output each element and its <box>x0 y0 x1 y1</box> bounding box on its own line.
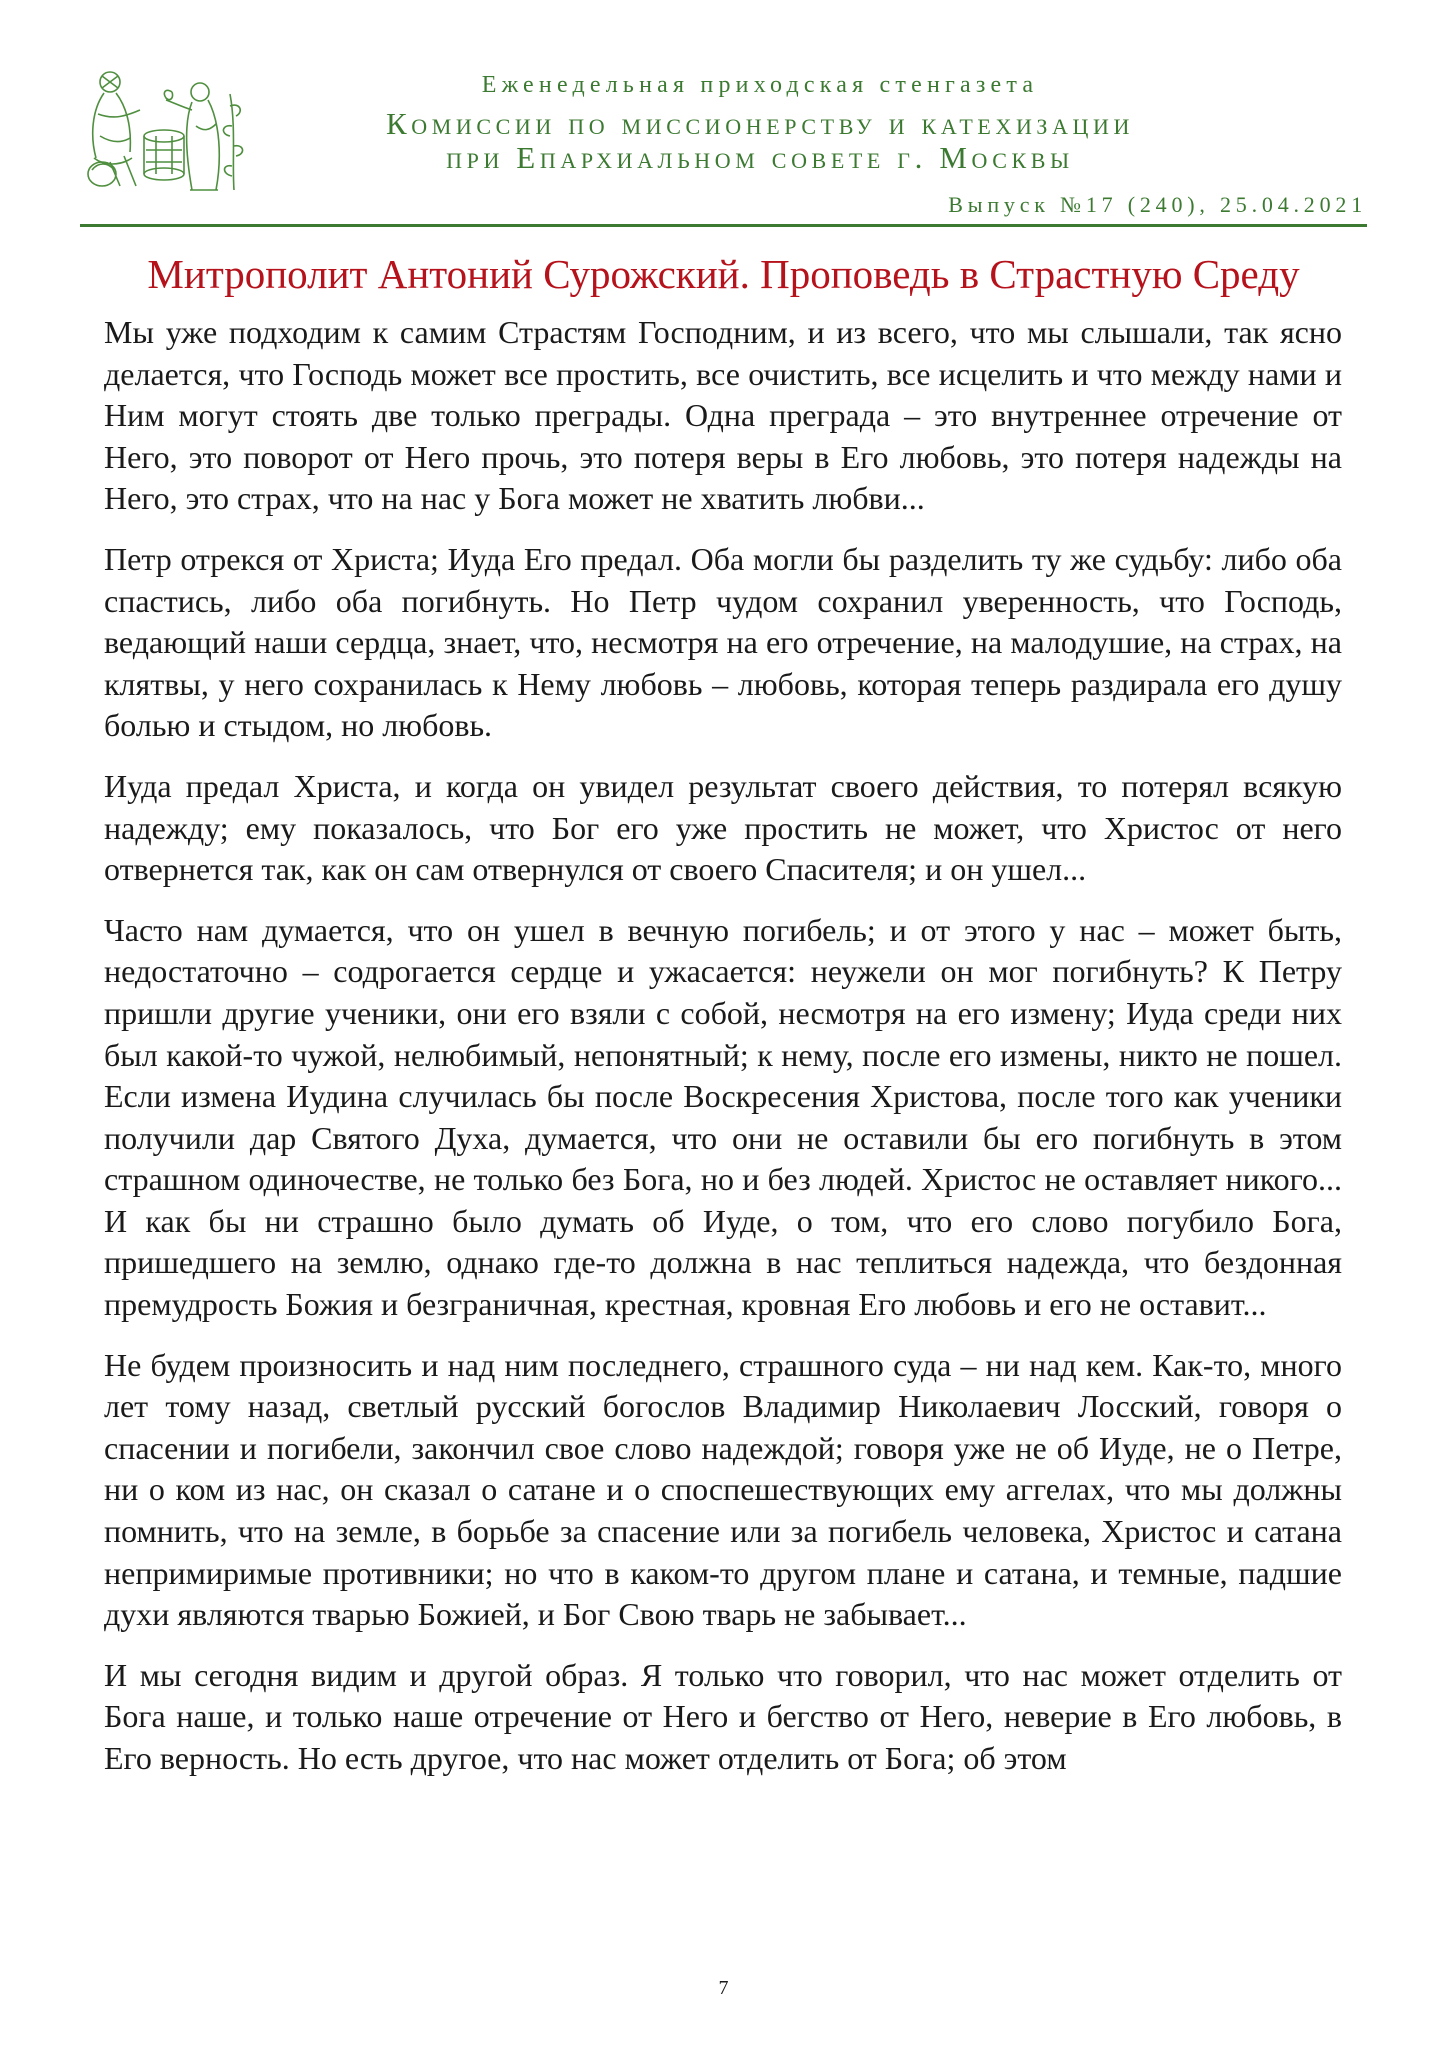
commission-name-line2: при Епархиальном совете г. Москвы <box>446 140 1074 175</box>
header-divider <box>80 224 1367 227</box>
article-body <box>104 312 1342 1799</box>
page-number: 7 <box>718 1977 729 1999</box>
article-title: Митрополит Антоний Сурожский. Проповедь в Страстную Среду <box>147 251 1300 297</box>
issue-info: Выпуск №17 (240), 25.04.2021 <box>948 192 1367 217</box>
paragraph: Петр отрекся от Христа; Иуда Его предал. Оба могли бы разделить ту же судьбу: либо оба спастись, либо оба погибнуть. Но Петр чудом сохранил уверенность, что Господь, ведающий наши сердца, знает, что, несмотря на его отречение, на малодушие, на страх, на клятвы, у него сохранилась к Нему любовь – любовь, которая теперь раздирала его душу болью и стыдом, но любовь. <box>104 540 1342 744</box>
paragraph: Мы уже подходим к самим Страстям Господним, и из всего, что мы слышали, так ясно делается, что Господь может все простить, все очистить, все исцелить и что между нами и Ним могут стоять две только преграды. Одна преграда – это внутреннее отречение от Него, это поворот от Него прочь, это потеря веры в Его любовь, это потеря надежды на Него, это страх, что на нас у Бога может не хватить любви... <box>104 314 1342 517</box>
paragraph: Часто нам думается, что он ушел в вечную погибель; и от этого у нас – может быть, недостаточно – содрогается сердце и ужасается: неужели он мог погибнуть? К Петру пришли другие ученики, они его взяли с собой, несмотря на его измену; Иуда среди них был какой-то чужой, нелюбимый, непонятный; к нему, после его измены, никто не пошел. Если измена Иудина случилась бы после Воскресения Христова, после того как ученики получили дар Святого Духа, думается, что они не оставили бы его погибнуть в этом страшном одиночестве, не только без Бога, но и без людей. Христос не оставляет никого... И как бы ни страшно было думать об Иуде, о том, что его слово погубило Бога, пришедшего на землю, однако где-то должна в нас теплиться надежда, что бездонная премудрость Божия и безграничная, крестная, кровная Его любовь и его не оставит... <box>104 911 1342 1323</box>
newspaper-subtitle: Еженедельная приходская стенгазета <box>481 72 1039 98</box>
logo-illustration <box>80 66 248 196</box>
commission-name-line1: Комиссии по миссионерству и катехизации <box>385 106 1135 141</box>
paragraph: Не будем произносить и над ним последнего, страшного суда – ни над кем. Как-то, много лет тому назад, светлый русский богослов Владимир Николаевич Лосский, говоря о спасении и погибели, закончил свое слово надеждой; говоря уже не об Иуде, не о Петре, ни о ком из нас, он сказал о сатане и о споспешествующих ему аггелах, что мы должны помнить, что на земле, в борьбе за спасение или за погибель человека, Христос и сатана непримиримые противники; но что в каком-то другом плане и сатана, и темные, падшие духи являются тварью Божией, и Бог Свою тварь не забывает... <box>104 1346 1342 1633</box>
paragraph: Иуда предал Христа, и когда он увидел результат своего действия, то потерял всякую надежду; ему показалось, что Бог его уже простить не может, что Христос от него отвернется так, как он сам отвернулся от своего Спасителя; и он ушел... <box>104 767 1342 888</box>
paragraph: И мы сегодня видим и другой образ. Я только что говорил, что нас может отделить от Бога наше, и только наше отречение от Него и бегство от Него, неверие в Его любовь, в Его верность. Но есть другое, что нас может отделить от Бога; об этом <box>104 1656 1342 1776</box>
